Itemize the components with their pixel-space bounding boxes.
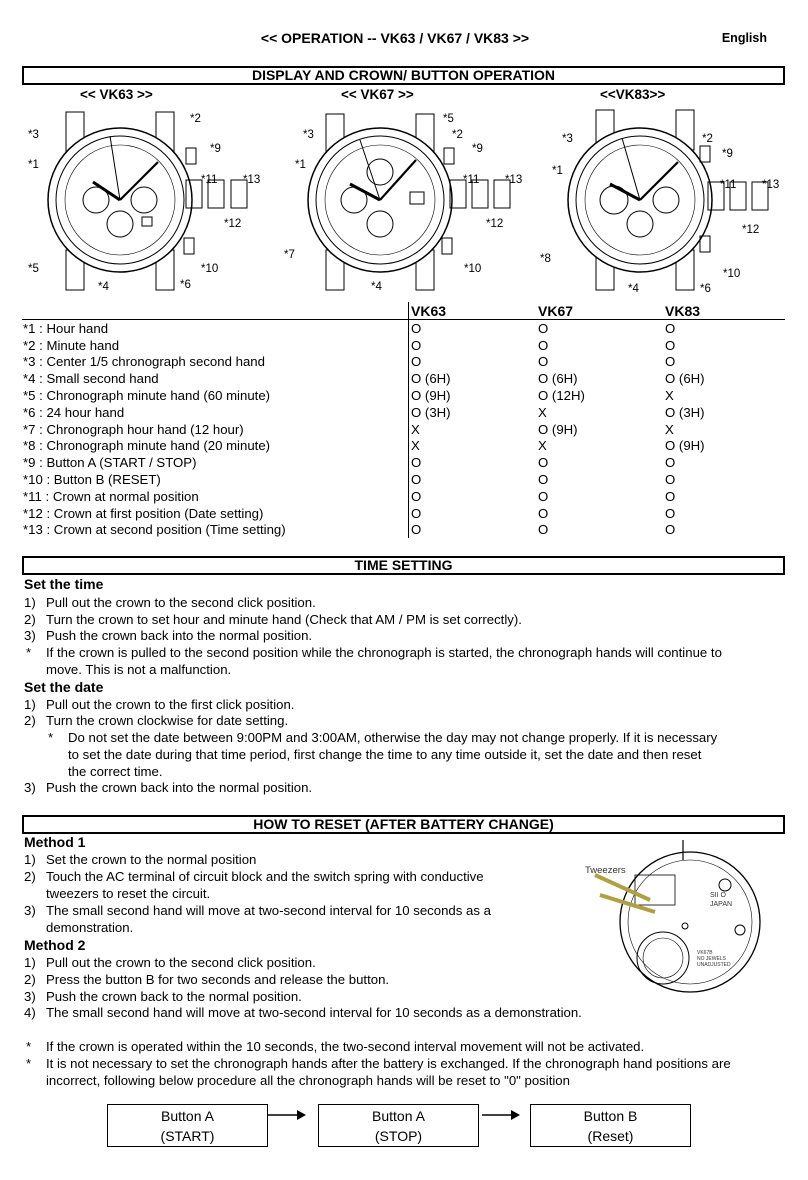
part-name: *5 : Chronograph minute hand (60 minute) [23,388,271,404]
table-row [22,320,785,337]
vk63-value: O (9H) [409,387,539,404]
callout-7: *7 [284,249,295,261]
callout-13: *13 [243,174,261,186]
column-header-part [22,302,409,320]
flow-box-line1: Button B [583,1108,638,1124]
watch-label-vk83: <<VK83>> [600,87,666,102]
vk67-value: O [538,488,549,504]
flow-box-button-a-start [107,1104,268,1147]
callout-13: *13 [505,174,523,186]
vk67-value: O (12H) [538,388,585,404]
vk63-value: O [409,354,539,371]
table-row [22,370,785,387]
method1-title: Method 1 [24,834,86,850]
note-text: the correct time. [68,764,163,779]
vk83-value: O [665,488,676,504]
arrow-right-icon [482,1108,522,1122]
vk63-value: O [409,488,539,505]
callout-9: *9 [472,143,483,155]
tweezers-label: Tweezers [585,865,626,876]
callout-10: *10 [464,263,482,275]
part-name: *9 : Button A (START / STOP) [23,455,197,471]
vk83-value: O [665,505,676,521]
callout-11: *11 [720,179,737,191]
vk67-value: O (9H) [538,421,578,437]
callout-11: *11 [201,174,218,186]
callout-13: *13 [762,179,780,191]
flow-box-line1: Button A [161,1108,214,1124]
movement-mark: UNADJUSTED [697,962,731,968]
flow-box-line2: (STOP) [374,1128,423,1144]
flow-box-line2: (Reset) [587,1128,634,1144]
table-row [22,438,785,455]
note-mark: * [26,1039,32,1054]
list-item-text: tweezers to reset the circuit. [46,886,211,901]
column-header: VK83 [665,302,785,320]
callout-1: *1 [552,165,563,177]
vk83-value: O (3H) [665,404,705,420]
table-row [22,387,785,404]
vk83-value: X [665,421,674,437]
vk63-value: O [409,471,539,488]
list-item-text: Pull out the crown to the first click position. [46,697,295,712]
note-text: move. This is not a malfunction. [46,662,232,677]
table-row [22,421,785,438]
list-item-text: Turn the crown clockwise for date setting. [46,713,289,728]
vk67-value: X [538,438,547,454]
note-text: to set the date during that time period, first change the time to any time outside it, set the date and then reset [68,747,702,762]
movement-illustration [575,840,785,1000]
note-text: incorrect, following below procedure all the chronograph hands will be reset to "0" position [46,1073,570,1088]
part-name: *6 : 24 hour hand [23,404,125,420]
callout-9: *9 [210,143,221,155]
flow-box-button-b-reset [530,1104,691,1147]
callout-4: *4 [371,281,382,293]
part-name: *1 : Hour hand [23,320,109,336]
step-number: 1) [24,595,36,610]
note-mark: * [26,1056,32,1071]
vk67-value: O [538,320,549,336]
list-item-text: The small second hand will move at two-second interval for 10 seconds as a demonstration. [46,1005,582,1020]
table-row [22,354,785,371]
part-name: *7 : Chronograph hour hand (12 hour) [23,421,244,437]
vk67-value: O [538,522,549,538]
step-number: 1) [24,852,36,867]
table-row [22,454,785,471]
step-number: 2) [24,869,36,884]
list-item-text: Push the crown back to the normal position. [46,989,302,1004]
vk83-value: O (9H) [665,438,705,454]
part-name: *4 : Small second hand [23,371,159,387]
table-row [22,522,785,539]
vk83-value: O [665,337,676,353]
callout-12: *12 [742,224,760,236]
vk83-value: O [665,354,676,370]
callout-5: *5 [443,113,454,125]
part-name: *8 : Chronograph minute hand (20 minute) [23,438,271,454]
callout-4: *4 [628,283,639,295]
vk83-value: O [665,472,676,488]
callout-3: *3 [562,133,573,145]
note-text: Do not set the date between 9:00PM and 3:00AM, otherwise the day may not change properly. If it is necessary [68,730,718,745]
callout-1: *1 [28,159,39,171]
step-number: 1) [24,955,36,970]
callout-6: *6 [700,283,711,295]
flow-box-line2: (START) [160,1128,215,1144]
section-time-setting-header: TIME SETTING [22,556,785,575]
callout-10: *10 [723,268,741,280]
note-text: If the crown is pulled to the second position while the chronograph is started, the chronograph hands will continue to [46,645,722,660]
vk67-value: O [538,354,549,370]
section-reset-header: HOW TO RESET (AFTER BATTERY CHANGE) [22,815,785,834]
section-display-header: DISPLAY AND CROWN/ BUTTON OPERATION [22,66,785,85]
table-row [22,505,785,522]
step-number: 3) [24,780,36,795]
vk67-value: O (6H) [538,371,578,387]
movement-mark: JAPAN [710,901,733,908]
list-item-text: Turn the crown to set hour and minute hand (Check that AM / PM is set correctly). [46,612,522,627]
part-name: *3 : Center 1/5 chronograph second hand [23,354,265,370]
list-item-text: Push the crown back into the normal position. [46,780,313,795]
movement-mark: VK67B [697,950,713,956]
callout-6: *6 [180,279,191,291]
callout-2: *2 [190,113,201,125]
movement-mark: SII O [710,892,726,899]
table-row [22,404,785,421]
watch-diagrams [0,100,808,300]
watch-label-vk67: << VK67 >> [341,87,414,102]
vk67-value: O [538,472,549,488]
list-item-text: Set the crown to the normal position [46,852,257,867]
watch-label-vk63: << VK63 >> [80,87,153,102]
vk63-value: O [409,320,539,337]
step-number: 2) [24,972,36,987]
arrow-right-icon [268,1108,308,1122]
page-title: << OPERATION -- VK63 / VK67 / VK83 >> [260,30,530,46]
vk67-value: O [538,505,549,521]
step-number: 3) [24,628,36,643]
callout-3: *3 [28,129,39,141]
vk67-value: O [538,455,549,471]
step-number: 1) [24,697,36,712]
part-name: *10 : Button B (RESET) [23,472,161,488]
column-header: VK67 [538,302,665,320]
parts-table [22,302,785,538]
vk63-value: O [409,454,539,471]
list-item-text: Touch the AC terminal of circuit block and the switch spring with conductive [46,869,484,884]
callout-2: *2 [452,129,463,141]
callout-11: *11 [463,174,480,186]
movement-mark: NO JEWELS [697,956,726,962]
step-number: 3) [24,903,36,918]
step-number: 4) [24,1005,36,1020]
callout-5: *5 [28,263,39,275]
vk83-value: X [665,388,674,404]
vk63-value: O [409,522,539,539]
note-mark: * [26,645,32,660]
list-item [24,595,36,610]
language-label: English [721,31,767,45]
flow-box-button-a-stop [318,1104,479,1147]
list-item-text: The small second hand will move at two-second interval for 10 seconds as a [46,903,491,918]
callout-3: *3 [303,129,314,141]
step-number: 2) [24,612,36,627]
table-row [22,488,785,505]
part-name: *11 : Crown at normal position [23,488,199,504]
vk83-value: O [665,522,676,538]
note-mark: * [48,730,54,745]
vk63-value: O [409,337,539,354]
vk83-value: O [665,455,676,471]
vk63-value: O [409,505,539,522]
callout-12: *12 [224,218,242,230]
set-time-title: Set the time [24,576,104,592]
list-item-text: demonstration. [46,920,134,935]
list-item-text: Push the crown back into the normal position. [46,628,313,643]
column-header: VK63 [409,302,539,320]
table-row [22,471,785,488]
callout-4: *4 [98,281,109,293]
list-item-text: Pull out the crown to the second click position. [46,955,316,970]
flow-box-line1: Button A [372,1108,425,1124]
vk67-value: X [538,404,547,420]
vk83-value: O [665,320,676,336]
callout-2: *2 [702,133,713,145]
vk63-value: O (3H) [409,404,539,421]
callout-1: *1 [295,159,306,171]
step-number: 2) [24,713,36,728]
vk63-value: X [409,438,539,455]
part-name: *12 : Crown at first position (Date setting) [23,505,264,521]
step-number: 3) [24,989,36,1004]
watch-vk83-illustration [568,110,768,290]
table-header-row [22,302,785,320]
callout-10: *10 [201,263,219,275]
note-text: It is not necessary to set the chronograph hands after the battery is exchanged. If the chronograph hand positions are [46,1056,731,1071]
callout-12: *12 [486,218,504,230]
part-name: *13 : Crown at second position (Time setting) [23,522,286,538]
part-name: *2 : Minute hand [23,337,120,353]
set-date-title: Set the date [24,679,104,695]
callout-9: *9 [722,148,733,160]
note-text: If the crown is operated within the 10 seconds, the two-second interval movement will not be activated. [46,1039,645,1054]
table-row [22,337,785,354]
vk83-value: O (6H) [665,371,705,387]
list-item-text: Pull out the crown to the second click position. [46,595,316,610]
vk63-value: O (6H) [409,370,539,387]
vk63-value: X [409,421,539,438]
callout-8: *8 [540,253,551,265]
vk67-value: O [538,337,549,353]
method2-title: Method 2 [24,937,86,953]
list-item-text: Press the button B for two seconds and release the button. [46,972,390,987]
